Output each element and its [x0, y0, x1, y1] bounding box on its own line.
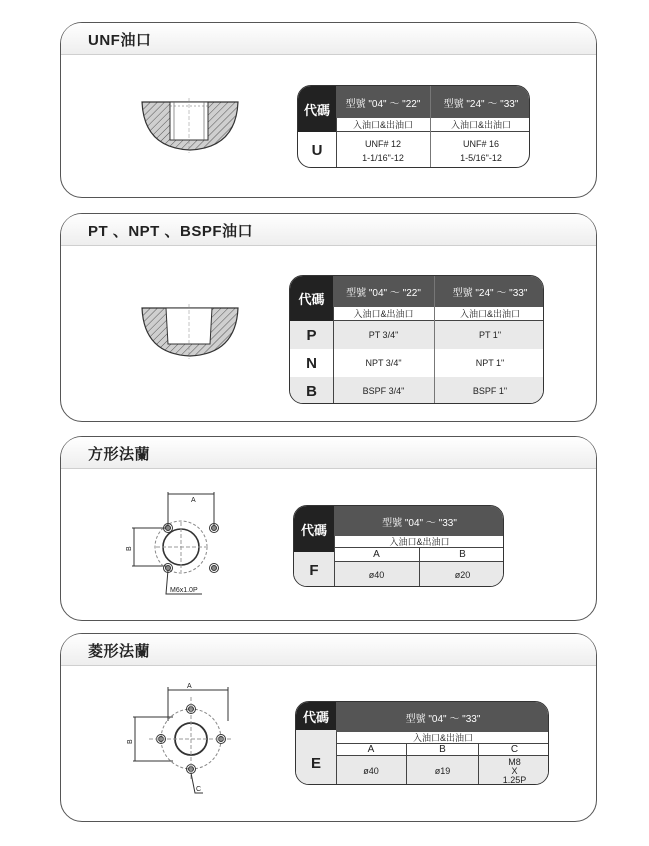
square-col-divider-1	[334, 536, 335, 587]
diamond-col-c: C	[479, 744, 549, 756]
square-code-header: 代碼	[294, 506, 334, 552]
diamond-dim-b: B	[127, 739, 134, 744]
pt-model-header-2: 型號 "24" ～ "33"	[435, 276, 544, 307]
unf-value-small-line1: UNF# 12	[364, 138, 401, 149]
pt-p-small: PT 3/4"	[368, 330, 399, 340]
diamond-code-e: E	[310, 754, 321, 772]
diamond-col-b: B	[407, 744, 478, 756]
diamond-value-c-line3: 1.25P	[502, 774, 527, 785]
diamond-col-divider-2	[406, 744, 407, 785]
diamond-model-header: 型號 "04" ～ "33"	[336, 702, 549, 732]
square-spec-table	[293, 505, 504, 587]
unf-port-label-2: 入油口&出油口	[431, 118, 530, 132]
pt-port-cross-section	[140, 304, 240, 359]
pt-port-label-2: 入油口&出油口	[435, 307, 544, 321]
diamond-port-label: 入油口&出油口	[336, 732, 549, 744]
pt-n-small: NPT 3/4"	[365, 358, 402, 368]
diamond-code-header: 代碼	[296, 702, 336, 730]
unf-value-large	[431, 132, 530, 168]
unf-panel-header	[61, 23, 596, 55]
unf-value-small-line2: 1-1/16"-12	[362, 152, 404, 163]
pt-b-large: BSPF 1"	[472, 386, 508, 396]
square-dim-b: B	[126, 546, 133, 551]
unf-panel-title: UNF油口	[88, 32, 152, 49]
diamond-panel-title: 菱形法蘭	[88, 643, 151, 660]
unf-code-u: U	[311, 142, 323, 159]
diamond-col-a: A	[336, 744, 406, 756]
unf-spec-table	[297, 85, 530, 168]
unf-value-small	[336, 132, 430, 168]
unf-port-label-1: 入油口&出油口	[336, 118, 430, 132]
square-model-header: 型號 "04" ～ "33"	[334, 506, 504, 536]
pt-code-b: B	[306, 382, 317, 400]
square-bolt-label: M6x1.0P	[170, 587, 198, 594]
diamond-col-divider-1	[336, 732, 337, 785]
pt-n-large: NPT 1"	[475, 358, 505, 368]
pt-code-n: N	[306, 354, 317, 372]
square-col-b: B	[420, 548, 504, 562]
square-panel-title: 方形法蘭	[88, 446, 151, 463]
unf-code-header: 代碼	[298, 86, 336, 132]
diamond-value-b: ø19	[434, 766, 451, 776]
pt-panel-header	[61, 214, 596, 246]
diamond-value-c	[479, 756, 549, 785]
square-value-a: ø40	[368, 570, 385, 580]
pt-spec-table	[289, 275, 544, 404]
pt-code-p: P	[306, 326, 317, 344]
square-col-a: A	[334, 548, 419, 562]
square-code-f: F	[309, 561, 319, 579]
unf-value-large-line2: 1-5/16"-12	[460, 152, 502, 163]
unf-col-divider	[336, 118, 337, 168]
square-value-b: ø20	[454, 570, 471, 580]
pt-p-large: PT 1"	[478, 330, 502, 340]
pt-col-divider-1	[333, 307, 334, 404]
unf-model-header-1: 型號 "04" ～ "22"	[336, 86, 430, 118]
pt-col-divider-2	[434, 276, 435, 404]
unf-model-header-2: 型號 "24" ～ "33"	[431, 86, 530, 118]
unf-value-large-line1: UNF# 16	[462, 138, 499, 149]
pt-code-header: 代碼	[290, 276, 333, 321]
diamond-value-c-line1: M8	[508, 756, 521, 767]
diamond-value-c-line2: X	[511, 765, 518, 776]
diamond-spec-table	[295, 701, 549, 785]
pt-port-label-1: 入油口&出油口	[333, 307, 434, 321]
square-dim-a: A	[191, 497, 196, 504]
unf-port-cross-section	[140, 98, 240, 153]
square-flange-drawing	[120, 490, 230, 600]
diamond-dim-a: A	[187, 683, 192, 690]
square-port-label: 入油口&出油口	[334, 536, 504, 548]
unf-col-divider-2	[430, 86, 431, 168]
diamond-col-divider-3	[478, 744, 479, 785]
square-panel-header	[61, 437, 596, 469]
pt-panel-title: PT 、NPT 、BSPF油口	[88, 223, 254, 240]
diamond-flange-drawing	[123, 683, 233, 795]
pt-model-header-1: 型號 "04" ～ "22"	[333, 276, 434, 307]
diamond-value-a: ø40	[363, 766, 379, 776]
pt-b-small: BSPF 3/4"	[362, 386, 405, 396]
diamond-panel-header	[61, 634, 596, 666]
square-col-divider-2	[419, 548, 420, 587]
diamond-dim-c: C	[196, 786, 202, 793]
